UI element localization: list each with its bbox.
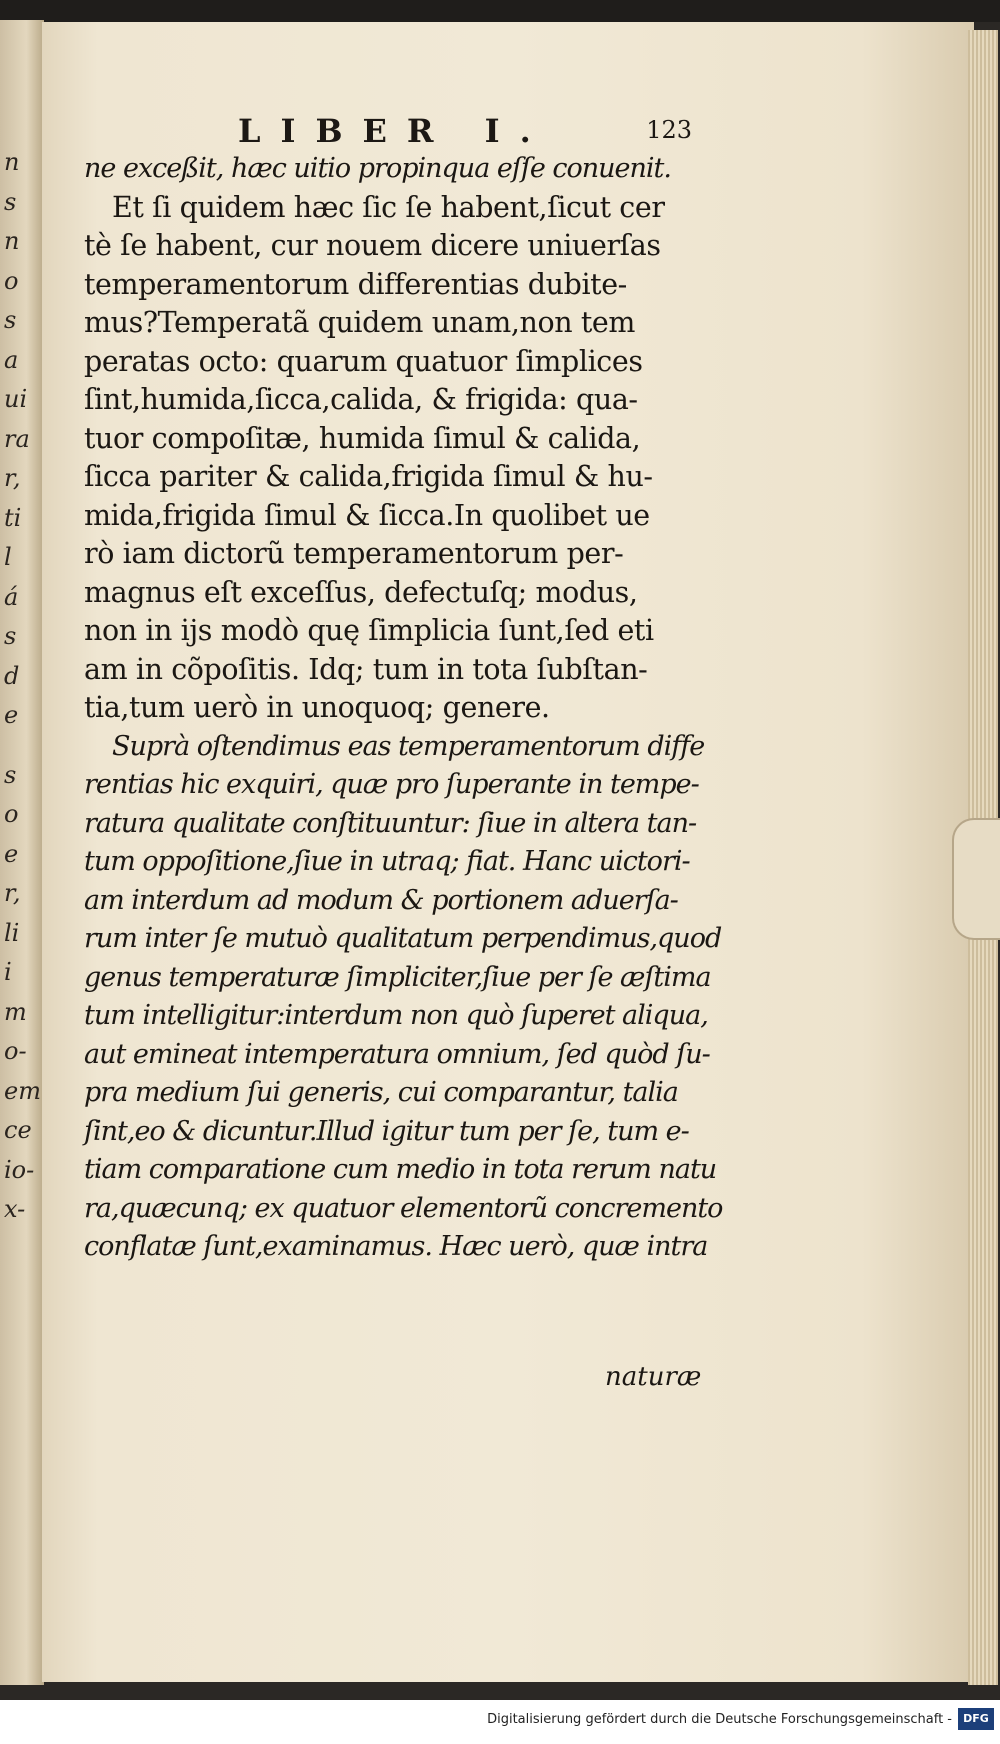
margin-fragment: io- bbox=[4, 1155, 35, 1184]
margin-fragment: l bbox=[4, 543, 12, 571]
margin-fragment: i bbox=[4, 958, 12, 986]
text-line: mus?Temperatã quidem unam,non tem bbox=[84, 306, 635, 339]
running-title: LIBER I. bbox=[238, 112, 551, 150]
text-line: peratas octo: quarum quatuor ſimplices bbox=[84, 344, 643, 378]
text-line: ſint,eo & dicuntur.Illud igitur tum per ſe, tum e- bbox=[84, 1115, 689, 1147]
margin-fragment: em bbox=[4, 1076, 41, 1105]
margin-fragment: m bbox=[4, 997, 27, 1026]
text-line: tiam comparatione cum medio in tota rerum natu bbox=[84, 1154, 717, 1185]
text-line: non in ijs modò quę ſimplicia ſunt,ſed eti bbox=[84, 614, 654, 647]
margin-fragment: o bbox=[4, 266, 19, 295]
facing-page-fragment bbox=[0, 20, 44, 1685]
margin-fragment: r, bbox=[4, 464, 21, 492]
margin-fragment: e bbox=[4, 839, 19, 868]
text-line: mida,frigida ſimul & ſicca.In quolibet ue bbox=[84, 498, 650, 532]
margin-fragment: n bbox=[4, 148, 20, 176]
text-line: rum inter ſe mutuò qualitatum perpendimus,quod bbox=[84, 923, 722, 954]
margin-fragment: r, bbox=[4, 879, 21, 907]
margin-fragment: ce bbox=[4, 1116, 32, 1144]
text-line: aut emineat intemperatura omnium, ſed quòd ſu- bbox=[84, 1038, 710, 1070]
margin-fragment: d bbox=[4, 661, 20, 690]
margin-fragment: ui bbox=[4, 385, 28, 413]
margin-fragment: e bbox=[4, 701, 19, 729]
page-tab-mark bbox=[952, 818, 1000, 940]
footer-bar bbox=[0, 1700, 1000, 1744]
text-line: ratura qualitate conſtituuntur: ſiue in altera tan- bbox=[84, 807, 697, 839]
text-line: ne exceßit, hæc uitio propinqua eſſe conuenit. bbox=[84, 153, 671, 184]
margin-fragment: s bbox=[4, 306, 17, 334]
text-line: tum oppoſitione,ſiue in utraq; fiat. Hanc uictori- bbox=[84, 846, 690, 877]
text-line: genus temperaturæ ſimpliciter,ſiue per ſe æſtima bbox=[84, 961, 711, 993]
margin-fragment: s bbox=[4, 622, 17, 650]
text-line: rentias hic exquiri, quæ pro ſuperante in tempe- bbox=[84, 769, 699, 800]
page-number: 123 bbox=[646, 116, 692, 144]
text-line: temperamentorum differentias dubite- bbox=[84, 267, 627, 301]
text-line: magnus eſt exceſſus, defectuſq; modus, bbox=[84, 575, 638, 609]
text-line: tuor compoſitæ, humida ſimul & calida, bbox=[84, 421, 641, 455]
margin-fragment: s bbox=[4, 760, 17, 789]
margin-fragment: o- bbox=[4, 1037, 27, 1065]
text-line: conflatæ ſunt,examinamus. Hæc uerò, quæ intra bbox=[84, 1231, 708, 1262]
text-line: ſint,humida,ſicca,calida, & frigida: qua- bbox=[84, 383, 638, 416]
margin-fragment: o bbox=[4, 800, 19, 828]
margin-fragment: a bbox=[4, 345, 19, 374]
text-line: tè ſe habent, cur nouem dicere uniuerſas bbox=[84, 229, 661, 262]
margin-fragment: ra bbox=[4, 424, 30, 453]
text-line: Suprà oſtendimus eas temperamentorum diffe bbox=[112, 730, 705, 762]
page-header bbox=[82, 112, 692, 152]
text-line: ra,quæcunq; ex quatuor elementorũ concremento bbox=[84, 1192, 723, 1224]
margin-fragment: s bbox=[4, 187, 17, 216]
catchword: naturæ bbox=[605, 1362, 702, 1392]
margin-fragment: á bbox=[4, 582, 19, 611]
text-line: ſicca pariter & calida,frigida ſimul & hu- bbox=[84, 460, 653, 493]
text-line: am interdum ad modum & portionem aduerſa- bbox=[84, 884, 678, 916]
text-line: rò iam dictorũ temperamentorum per- bbox=[84, 537, 624, 570]
funding-credit: Digitalisierung gefördert durch die Deutsche Forschungsgemeinschaft - bbox=[487, 1712, 952, 1727]
margin-fragment: x- bbox=[4, 1195, 26, 1223]
body-text bbox=[84, 150, 723, 1267]
margin-fragment: li bbox=[4, 918, 20, 947]
text-line: tum intelligitur:interdum non quò ſuperet aliqua, bbox=[84, 1000, 708, 1031]
book-top-edge bbox=[0, 0, 1000, 22]
text-line: Et ſi quidem hæc ſic ſe habent,ſicut cer bbox=[112, 190, 665, 224]
dfg-logo: DFG bbox=[958, 1708, 994, 1730]
text-line: pra medium ſui generis, cui comparantur, talia bbox=[84, 1077, 678, 1108]
margin-fragment: ti bbox=[4, 503, 22, 532]
text-line: tia,tum uerò in unoquoq; genere. bbox=[84, 691, 550, 724]
text-line: am in cõpoſitis. Idq; tum in tota ſubſtan- bbox=[84, 652, 648, 686]
margin-fragment: n bbox=[4, 227, 20, 255]
